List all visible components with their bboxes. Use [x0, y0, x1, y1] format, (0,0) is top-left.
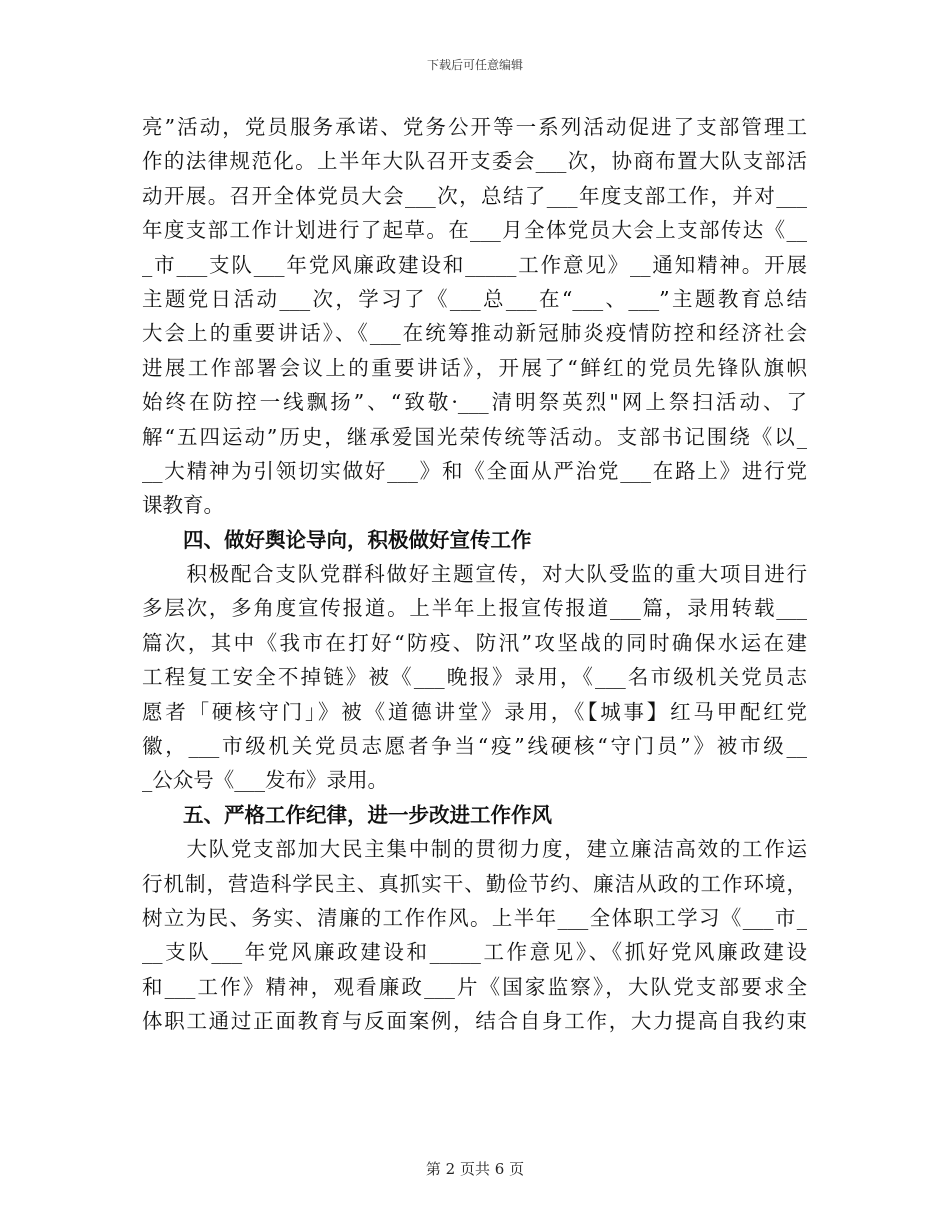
body-line: _市___支队___年党风廉政建设和_____工作意见》__通知精神。开展	[142, 252, 807, 277]
body-line: 课教育。	[142, 493, 224, 518]
body-line: __支队___年党风廉政建设和_____工作意见》、《抓好党风廉政建设	[142, 940, 807, 965]
body-line: 行机制，营造科学民主、真抓实干、勤俭节约、廉洁从政的工作环境，	[142, 871, 807, 896]
body-line: 愿者「硬核守门」》被《道德讲堂》录用，《【城事】红马甲配红党	[142, 699, 807, 724]
body-line: 亮”活动，党员服务承诺、党务公开等一系列活动促进了支部管理工	[142, 115, 807, 139]
body-line: 始终在防控一线飘扬”、“致敬·___清明祭英烈"网上祭扫活动、了	[142, 390, 807, 415]
section-heading: 五、严格工作纪律，进一步改进工作作风	[142, 802, 552, 827]
body-line: _公众号《___发布》录用。	[142, 768, 388, 793]
body-line: 篇次，其中《我市在打好“防疫、防汛”攻坚战的同时确保水运在建	[142, 630, 807, 655]
body-line: 主题党日活动___次，学习了《___总___在“___、___”主题教育总结	[142, 286, 807, 311]
body-line: 徽，___市级机关党员志愿者争当“疫”线硬核“守门员”》被市级__	[142, 734, 807, 759]
body-line: 积极配合支队党群科做好主题宣传，对大队受监的重大项目进行	[142, 562, 807, 587]
body-line: 和___工作》精神，观看廉政___片《国家监察》，大队党支部要求全	[142, 974, 807, 999]
body-line: 年度支部工作计划进行了起草。在___月全体党员大会上支部传达《__	[142, 218, 807, 243]
body-line: 动开展。召开全体党员大会___次，总结了___年度支部工作，并对___	[142, 183, 807, 208]
page-header: 下载后可任意编辑	[426, 58, 523, 72]
body-line: 解“五四运动”历史，继承爱国光荣传统等活动。支部书记围绕《以_	[142, 424, 807, 449]
section-heading: 四、做好舆论导向，积极做好宣传工作	[142, 527, 532, 552]
body-line: __大精神为引领切实做好___》和《全面从严治党___在路上》进行党	[142, 458, 807, 483]
body-line: 大会上的重要讲话》、《___在统筹推动新冠肺炎疫情防控和经济社会	[142, 321, 807, 346]
page-footer: 第 2 页共 6 页	[425, 1160, 525, 1178]
body-line: 作的法律规范化。上半年大队召开支委会___次，协商布置大队支部活	[142, 149, 807, 174]
body-line: 大队党支部加大民主集中制的贯彻力度，建立廉洁高效的工作运	[142, 837, 807, 862]
document-body	[142, 110, 807, 1039]
body-line: 树立为民、务实、清廉的工作作风。上半年___全体职工学习《___市_	[142, 905, 807, 930]
body-line: 进展工作部署会议上的重要讲话》，开展了“鲜红的党员先锋队旗帜	[142, 355, 807, 380]
body-line: 工程复工安全不掉链》被《___晚报》录用，《___名市级机关党员志	[142, 665, 807, 690]
body-line: 体职工通过正面教育与反面案例，结合自身工作，大力提高自我约束	[142, 1009, 807, 1034]
body-line: 多层次，多角度宣传报道。上半年上报宣传报道___篇，录用转载___	[142, 596, 807, 621]
